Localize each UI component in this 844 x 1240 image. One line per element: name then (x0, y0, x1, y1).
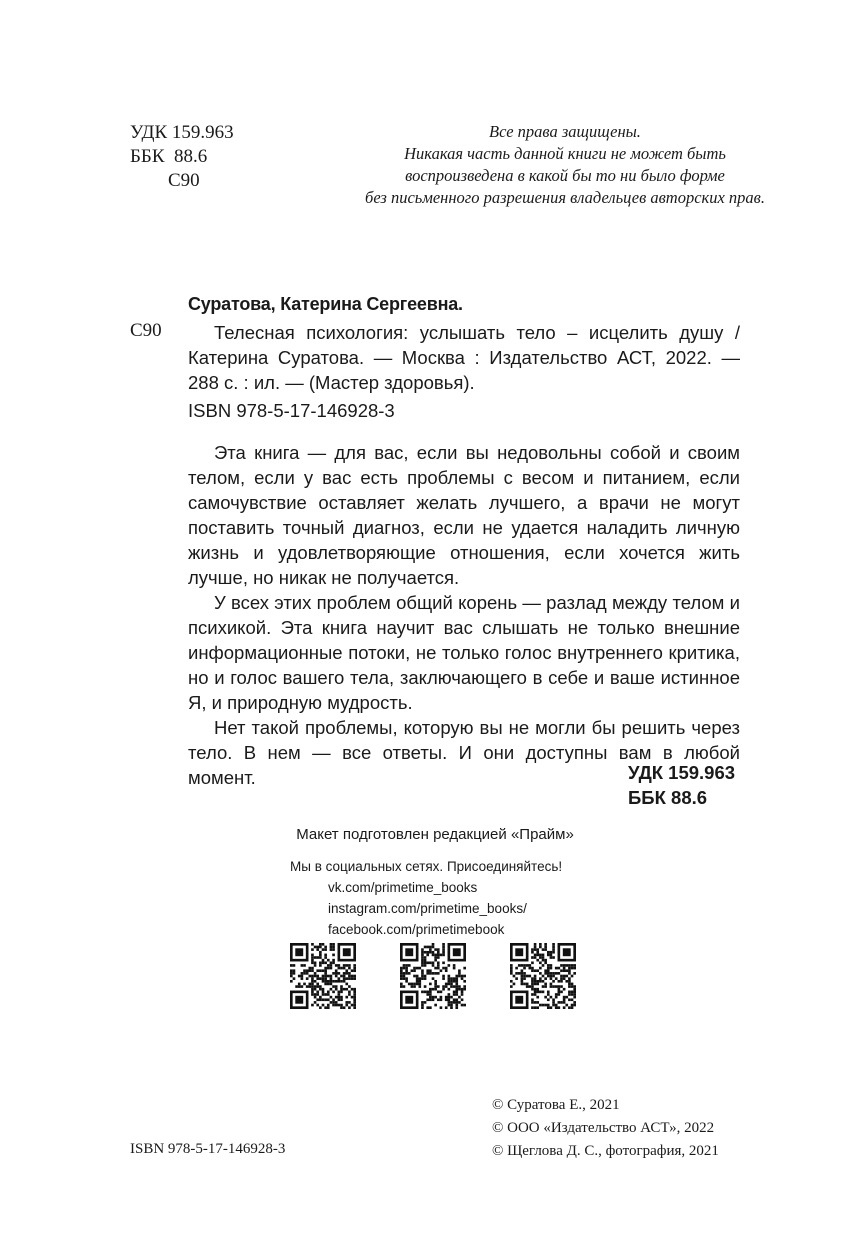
copyright-line: © Щеглова Д. С., фотография, 2021 (492, 1143, 719, 1159)
bibliography-author: Суратова, Катерина Сергеевна. (188, 294, 463, 314)
rights-line: Все права защищены. (489, 122, 641, 141)
social-link-instagram[interactable]: instagram.com/primetime_books/ (328, 901, 527, 916)
qr-code-icon[interactable] (400, 943, 466, 1009)
qr-code-icon[interactable] (290, 943, 356, 1009)
rights-line: воспроизведена в какой бы то ни было форме (405, 166, 725, 185)
annotation-paragraph: Нет такой проблемы, которую вы не могли бы решить через тело. В нем — все ответы. И они доступны вам в любой момент. (188, 717, 740, 788)
book-annotation (188, 440, 740, 790)
social-link-vk[interactable]: vk.com/primetime_books (328, 880, 478, 895)
rights-line: Никакая часть данной книги не может быть (404, 144, 726, 163)
annotation-paragraph: У всех этих проблем общий корень — разлад между телом и психикой. Эта книга научит вас слышать не только внешние информационные потоки, не только голос внутреннего критика, но и голос вашего тела, заключающего в себе и ваше истинное Я, и природную мудрость. (188, 592, 740, 713)
copyright-line: © Суратова Е., 2021 (492, 1097, 620, 1113)
maket-note: Макет подготовлен редакцией «Прайм» (296, 826, 574, 843)
annotation-paragraph: Эта книга — для вас, если вы недовольны собой и своим телом, если у вас есть проблемы с весом и питанием, если самочувствие оставляет желать лучшего, а врачи не могут поставить точный диагноз, если не удается наладить личную жизнь и удовлетворяющие отношения, если хочется жить лучше, но никак не получается. (188, 442, 740, 588)
social-networks (290, 856, 562, 940)
bibliography-record: Телесная психология: услышать тело – исцелить душу / Катерина Суратова. — Москва : Издательство АСТ, 2022. — 288 с. : ил. — (Мастер здоровья). (188, 322, 740, 393)
footer-isbn: ISBN 978-5-17-146928-3 (130, 1141, 286, 1157)
rights-line: без письменного разрешения владельцев авторских прав. (365, 188, 765, 207)
bibliography-isbn: ISBN 978-5-17-146928-3 (188, 400, 395, 421)
bbk-code: ББК 88.6 (130, 146, 208, 167)
social-link-facebook[interactable]: facebook.com/primetimebook (328, 922, 505, 937)
udk-bbk-bottom (628, 760, 735, 810)
udk-code-bottom: УДК 159.963 (628, 762, 736, 783)
copyright-line: © ООО «Издательство АСТ», 2022 (492, 1120, 715, 1136)
author-mark: С90 (168, 170, 200, 191)
bibliography-code: С90 (130, 320, 162, 341)
udk-bbk-block (130, 121, 234, 193)
social-intro: Мы в социальных сетях. Присоединяйтесь! (290, 859, 563, 874)
copyright-block (492, 1094, 719, 1163)
udk-code: УДК 159.963 (130, 122, 234, 143)
bbk-code-bottom: ББК 88.6 (628, 787, 708, 808)
rights-notice (290, 121, 840, 209)
qr-code-icon[interactable] (510, 943, 576, 1009)
